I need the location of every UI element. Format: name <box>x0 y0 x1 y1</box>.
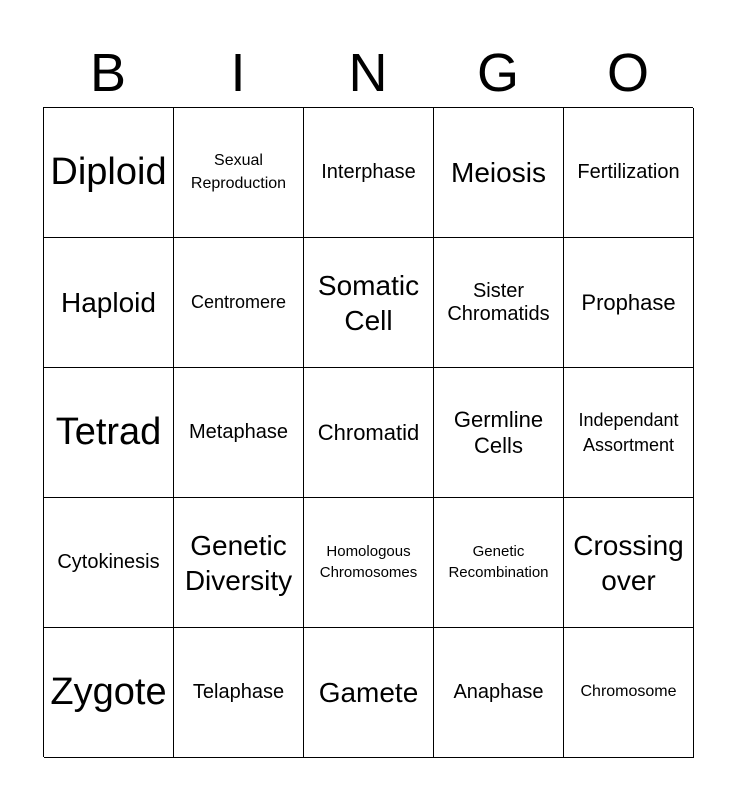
header-letter-g: G <box>476 43 519 103</box>
bingo-cell[interactable]: Centromere <box>174 238 304 368</box>
header-letter-o: O <box>606 43 649 103</box>
bingo-cell[interactable]: Sexual Reproduction <box>174 108 304 238</box>
bingo-cell[interactable]: Prophase <box>564 238 694 368</box>
bingo-cell[interactable]: Haploid <box>44 238 174 368</box>
bingo-cell[interactable]: Gamete <box>304 628 434 758</box>
bingo-cell[interactable]: Interphase <box>304 108 434 238</box>
bingo-cell[interactable]: Crossing over <box>564 498 694 628</box>
bingo-cell[interactable]: Telaphase <box>174 628 304 758</box>
bingo-header <box>43 40 693 106</box>
bingo-cell[interactable]: Zygote <box>44 628 174 758</box>
bingo-cell[interactable]: Genetic Recombination <box>434 498 564 628</box>
bingo-cell[interactable]: Meiosis <box>434 108 564 238</box>
header-letter-i: I <box>230 43 246 103</box>
bingo-cell[interactable]: Chromosome <box>564 628 694 758</box>
bingo-cell[interactable]: Independant Assortment <box>564 368 694 498</box>
bingo-cell[interactable]: Metaphase <box>174 368 304 498</box>
bingo-cell[interactable]: Homologous Chromosomes <box>304 498 434 628</box>
bingo-cell[interactable]: Sister Chromatids <box>434 238 564 368</box>
bingo-cell[interactable]: Diploid <box>44 108 174 238</box>
bingo-cell[interactable]: Chromatid <box>304 368 434 498</box>
bingo-cell[interactable]: Fertilization <box>564 108 694 238</box>
header-letter-b: B <box>89 43 127 103</box>
bingo-cell[interactable]: Anaphase <box>434 628 564 758</box>
bingo-cell[interactable]: Cytokinesis <box>44 498 174 628</box>
bingo-cell[interactable]: Germline Cells <box>434 368 564 498</box>
bingo-cell[interactable]: Genetic Diversity <box>174 498 304 628</box>
bingo-card <box>43 107 693 757</box>
header-letter-n: N <box>348 43 388 103</box>
bingo-cell[interactable]: Tetrad <box>44 368 174 498</box>
bingo-cell[interactable]: Somatic Cell <box>304 238 434 368</box>
